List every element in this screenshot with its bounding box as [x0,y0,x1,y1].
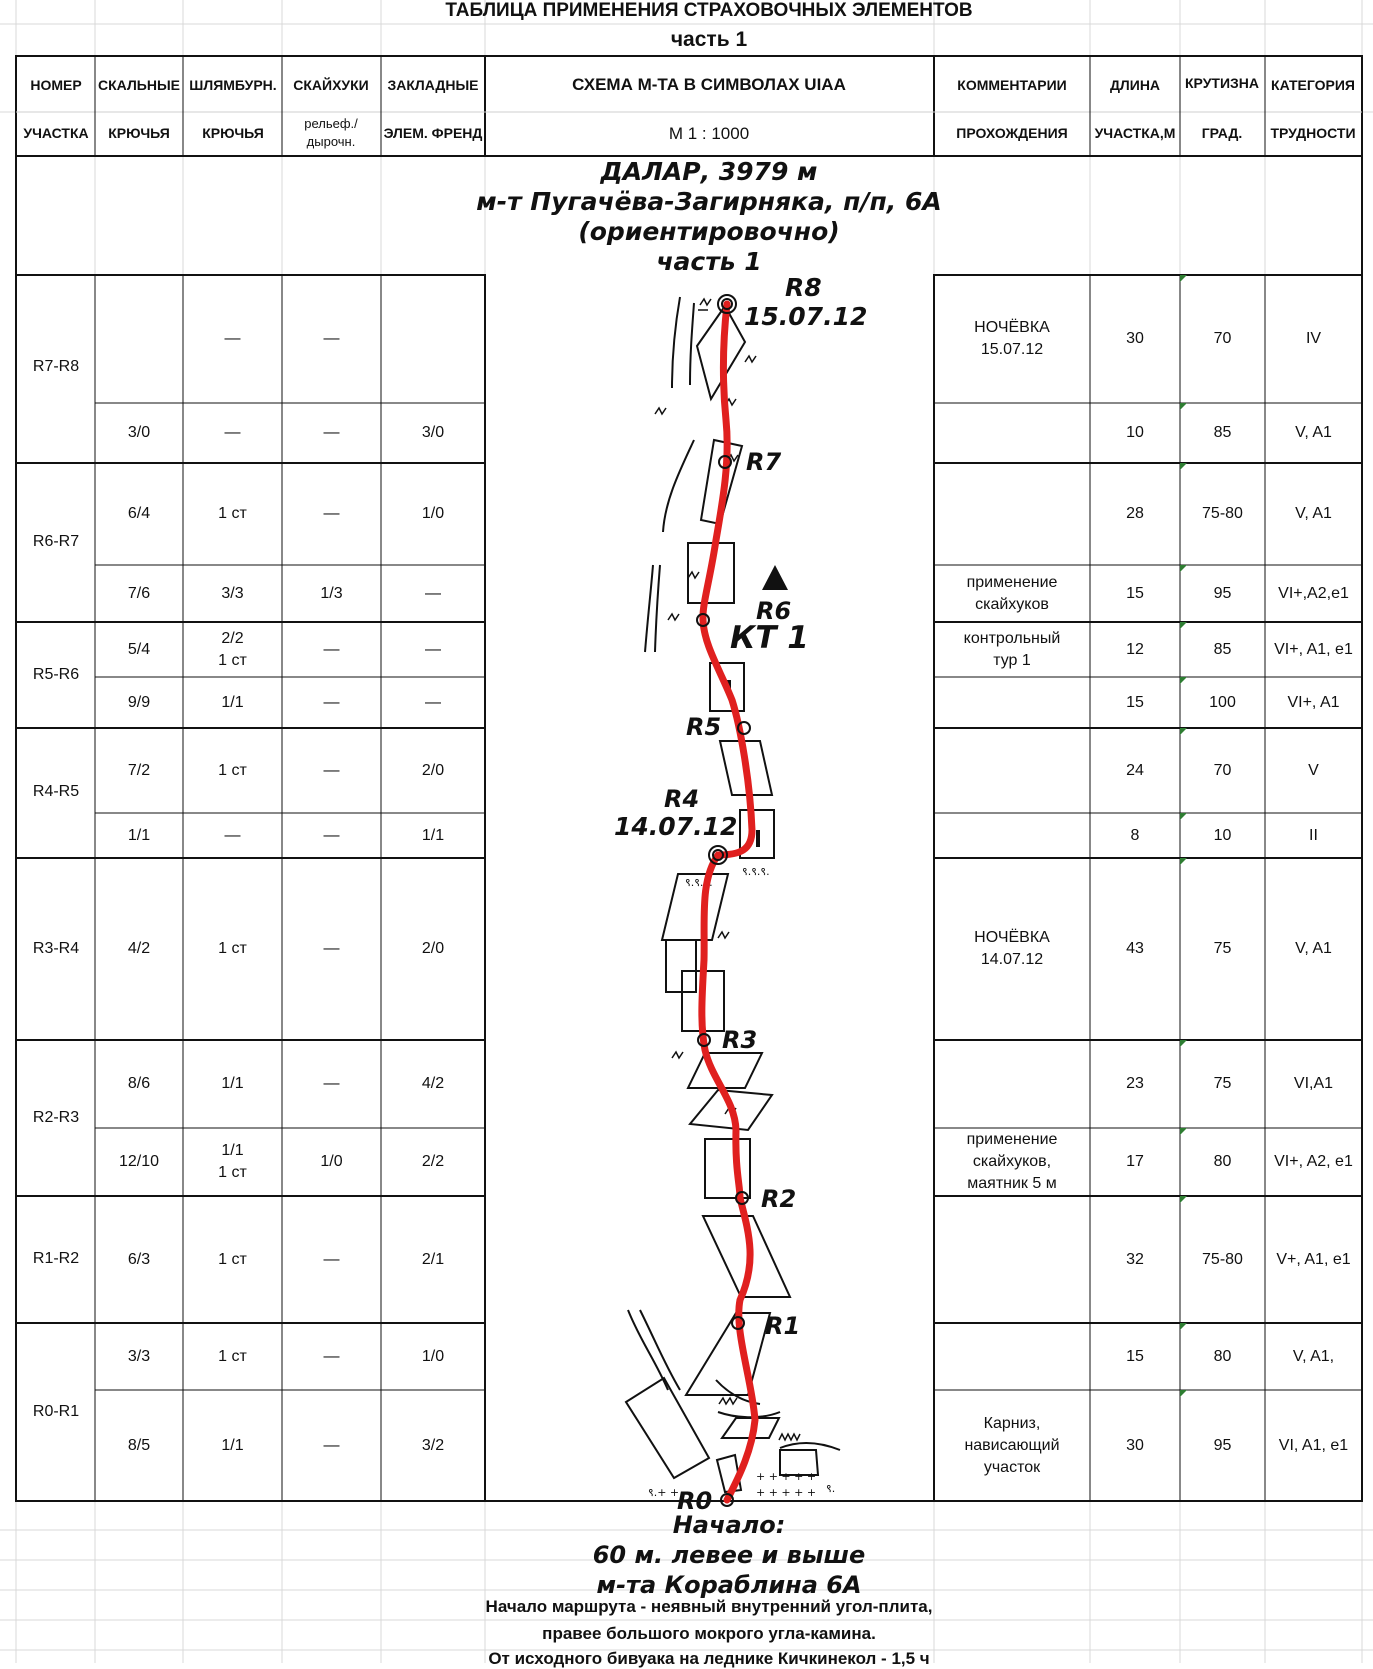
cell-comment: применение скайхуков, маятник 5 м [966,1131,1058,1192]
svg-text:९.९.९.: ९.९.९. [685,876,713,889]
cell-rock: 6/3 [127,1250,151,1268]
station-r2: R2 [761,1185,797,1213]
cell-comment [934,1196,1090,1323]
svg-text:९.+ +: ९.+ + [648,1486,680,1499]
header-col7-line1: КОММЕНТАРИИ [957,77,1067,93]
cell-skyhook: — [323,330,340,347]
cell-nuts: 3/2 [421,1436,445,1454]
rock-slab-icon [686,1313,770,1395]
cell-steepness: 80 [1213,1347,1232,1365]
cell-nuts: — [425,584,441,602]
cell-nuts: 2/2 [421,1153,445,1170]
cell-rock: 8/5 [127,1436,151,1454]
station-r4-date: 14.07.12 [614,812,738,841]
route-note-line1: Начало маршрута - неявный внутренний угол-плита, [485,1597,933,1616]
cell-steepness: 85 [1213,424,1232,441]
route-start-line2: 60 м. левее и выше [592,1541,866,1569]
cell-nuts: 3/0 [421,424,445,441]
cell-rock: 3/0 [127,424,151,441]
cell-category: VI+, A1, e1 [1274,640,1353,658]
header-col4-line3: дырочн. [306,134,356,149]
header-col5-line2: ЭЛЕМ. ФРЕНД [383,125,483,141]
cell-comment: контрольный тур 1 [963,629,1061,669]
cell-length: 23 [1126,1075,1144,1092]
cell-steepness: 70 [1213,761,1232,779]
cell-nuts: 1/0 [421,1347,445,1365]
cell-rock: 6/4 [127,505,151,522]
cell-bolt: 2/2 1 ст [218,629,247,669]
cell-length: 30 [1126,1436,1144,1454]
cell-category: V, A1 [1295,424,1332,441]
header-col9-line2: ГРАД. [1201,125,1243,141]
cell-length: 32 [1126,1250,1144,1268]
svg-text:+ + + + +: + + + + + [756,1486,817,1499]
cell-length: 24 [1126,761,1144,779]
header-col4-line1: СКАЙХУКИ [293,77,369,93]
cell-steepness: 75-80 [1202,1250,1243,1268]
cell-rock: 7/6 [127,584,151,602]
header-col1-line2: УЧАСТКА [23,125,89,141]
cell-steepness: 95 [1213,1436,1232,1454]
section-label: R2-R3 [32,1109,80,1126]
station-r8: R8 [785,273,822,302]
cell-category: VI,A1 [1293,1075,1334,1092]
cell-rock: 7/2 [127,761,151,779]
route-note-line3: От исходного бивуака на леднике Кичкинекол - 1,5 ч [488,1649,930,1668]
route-scheme [486,157,933,1663]
route-start-line3: м-та Кораблина 6А [596,1571,862,1599]
cell-bolt: 1/1 1 ст [218,1142,247,1181]
cell-bolt: 1 ст [218,1347,247,1365]
cell-comment [934,813,1090,858]
cell-rock: 12/10 [118,1153,160,1170]
header-col8-line1: ДЛИНА [1109,77,1161,93]
header-col2-line1: СКАЛЬНЫЕ [98,77,180,93]
cell-nuts: 1/1 [421,826,445,844]
cell-nuts: 4/2 [421,1075,445,1092]
triangle-tour-icon [762,565,788,590]
cell-category: V [1308,761,1319,779]
sheet-title: ТАБЛИЦА ПРИМЕНЕНИЯ СТРАХОВОЧНЫХ ЭЛЕМЕНТОВ [445,0,973,21]
header-col10-line2: ТРУДНОСТИ [1270,125,1356,141]
cell-category: II [1309,826,1318,844]
cell-skyhook: 1/0 [320,1153,343,1170]
header-col10-line1: КАТЕГОРИЯ [1271,77,1355,93]
cell-rock: 3/3 [127,1347,151,1365]
cell-nuts: 1/0 [421,505,445,522]
cell-bolt: 1/1 [221,1436,244,1454]
station-r1: R1 [765,1312,801,1340]
header-scheme-title: СХЕМА М-ТА В СИМВОЛАХ UIAA [572,75,846,94]
cell-rock: 8/6 [127,1075,151,1092]
cell-skyhook: 1/3 [320,584,343,602]
svg-text:९.: ९. [826,1482,836,1495]
cell-steepness: 70 [1213,330,1232,347]
section-label: R5-R6 [32,666,80,683]
cell-category: VI+, A2, e1 [1274,1153,1353,1170]
cell-steepness: 80 [1213,1153,1232,1170]
cell-steepness: 100 [1209,693,1236,711]
route-title-line3: (ориентировочно) [578,217,840,246]
cell-length: 15 [1126,584,1144,602]
cell-rock: 9/9 [127,693,151,711]
cell-category: VI, A1, e1 [1278,1436,1349,1454]
cell-steepness: 75-80 [1202,505,1243,522]
cell-comment [934,728,1090,813]
section-label: R3-R4 [32,940,80,957]
header-col9-line1: КРУТИЗНА [1184,75,1260,91]
rock-slab-icon [705,1139,750,1198]
cell-skyhook: — [323,640,340,658]
cell-bolt: 3/3 [221,584,244,602]
rock-slab-icon [626,1378,709,1478]
route-note-line2: правее большого мокрого угла-камина. [542,1624,876,1643]
sheet-part: часть 1 [670,28,748,51]
cell-comment [934,463,1090,565]
cell-comment: НОЧЁВКА 14.07.12 [974,929,1050,968]
cell-category: V, A1 [1295,505,1332,522]
header-col2-line2: КРЮЧЬЯ [108,125,170,141]
cell-rock: 4/2 [127,940,151,957]
header-col8-line2: УЧАСТКА,М [1094,125,1176,141]
cell-steepness: 85 [1213,640,1232,658]
cell-length: 43 [1126,940,1144,957]
cell-nuts: 2/0 [421,940,445,957]
header-col7-line2: ПРОХОЖДЕНИЯ [956,125,1068,141]
station-r4: R4 [664,785,700,813]
cell-category: V, A1 [1295,940,1332,957]
station-r3: R3 [722,1026,758,1054]
route-start-label: Начало: [672,1511,786,1539]
cell-bolt: 1/1 [221,1075,244,1092]
cell-skyhook: — [323,1250,340,1268]
cell-comment [934,1323,1090,1390]
rock-slab-icon [688,1053,762,1088]
cell-comment [934,677,1090,728]
cell-length: 8 [1130,826,1140,844]
cell-comment [934,1040,1090,1128]
cell-steepness: 75 [1213,1075,1232,1092]
header-col1-line1: НОМЕР [30,77,82,93]
section-label: R1-R2 [32,1250,80,1267]
cell-steepness: 75 [1213,940,1232,957]
route-title-line1: ДАЛАР, 3979 м [600,157,818,186]
cell-nuts: 2/0 [421,761,445,779]
cell-nuts: — [425,640,441,658]
header-col3-line1: ШЛЯМБУРН. [189,77,277,93]
cell-category: VI+, A1 [1287,693,1340,711]
cell-skyhook: — [323,505,340,522]
cell-rock: 5/4 [127,640,151,658]
cell-bolt: — [224,424,241,441]
section-label: R4-R5 [32,783,80,800]
station-r7: R7 [746,448,782,476]
cell-category: IV [1305,330,1322,347]
cell-category: V, A1, [1292,1347,1335,1365]
cell-skyhook: — [323,826,340,844]
svg-text:+ + + + +: + + + + + [756,1470,817,1483]
cell-skyhook: — [323,1347,340,1365]
cell-length: 15 [1126,693,1144,711]
cell-skyhook: — [323,424,340,441]
station-r0: R0 [677,1487,713,1515]
cell-length: 17 [1126,1153,1144,1170]
cell-length: 12 [1126,640,1144,658]
header-col5-line1: ЗАКЛАДНЫЕ [387,77,479,93]
cell-nuts: 2/1 [421,1250,445,1268]
section-label: R6-R7 [32,533,80,550]
cell-length: 10 [1126,424,1144,441]
cell-bolt: — [224,826,241,844]
cell-steepness: 95 [1213,584,1232,602]
route-title-line4: часть 1 [656,247,762,276]
cell-skyhook: — [323,1075,340,1092]
cell-nuts [381,275,485,403]
cell-bolt: — [224,330,241,347]
cell-length: 15 [1126,1347,1144,1365]
svg-text:९.९.९.: ९.९.९. [742,865,770,878]
cell-steepness: 10 [1213,826,1232,844]
cell-bolt: 1 ст [218,761,247,779]
cell-comment: применение скайхуков [966,573,1058,613]
cell-rock: 1/1 [127,826,151,844]
cell-comment: НОЧЁВКА 15.07.12 [974,319,1050,358]
cell-category: VI+,A2,e1 [1278,584,1349,602]
station-r5: R5 [686,713,722,741]
header-col3-line2: КРЮЧЬЯ [202,125,264,141]
section-label: R0-R1 [32,1403,80,1420]
section-label: R7-R8 [32,358,80,375]
cell-category: V+, A1, e1 [1276,1250,1351,1268]
cell-comment [934,403,1090,463]
cell-bolt: 1 ст [218,940,247,957]
header-col4-line2: рельеф./ [304,116,358,131]
cell-skyhook: — [323,940,340,957]
route-title-line2: м-т Пугачёва-Загирняка, п/п, 6А [476,187,942,216]
cell-comment: Карниз, нависающий участок [964,1414,1060,1476]
cell-bolt: 1/1 [221,693,244,711]
cell-skyhook: — [323,693,340,711]
cell-rock [95,275,183,403]
control-tour-kt1: КТ 1 [730,620,809,656]
cell-bolt: 1 ст [218,1250,247,1268]
cell-length: 30 [1126,330,1144,347]
station-r6: R6 [756,597,792,625]
cell-bolt: 1 ст [218,505,247,522]
cell-length: 28 [1126,505,1144,522]
cell-nuts: — [425,693,441,711]
cell-skyhook: — [323,761,340,779]
header-scheme-scale: М 1 : 1000 [668,124,750,143]
cell-skyhook: — [323,1436,340,1454]
station-r8-date: 15.07.12 [744,302,868,331]
